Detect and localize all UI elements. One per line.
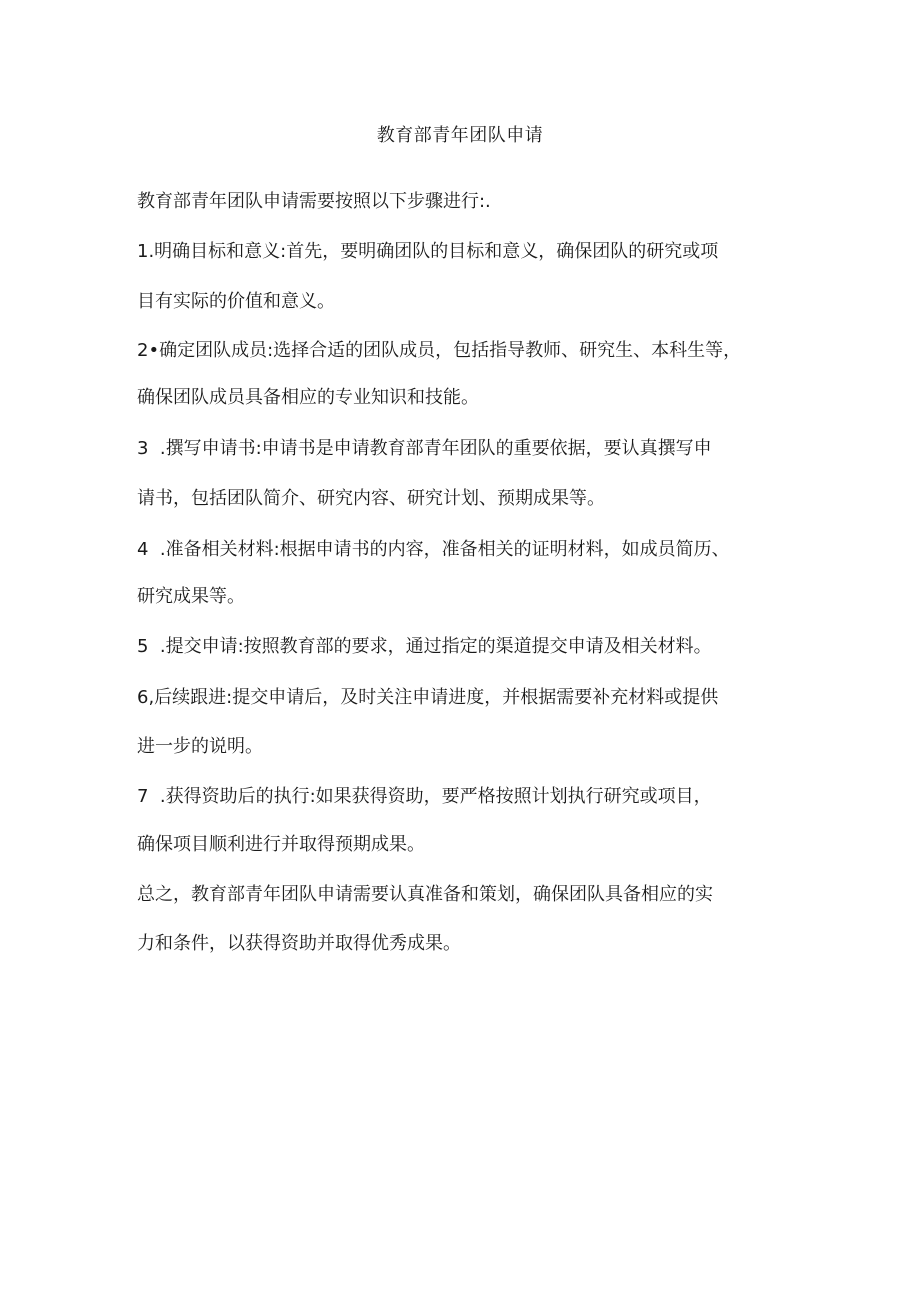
step-2-line-2: 确保团队成员具备相应的专业知识和技能。 xyxy=(137,387,479,408)
document-title: 教育部青年团队申请 xyxy=(376,125,544,146)
step-1-line-1: 1.明确目标和意义:首先，要明确团队的目标和意义，确保团队的研究或项 xyxy=(137,241,719,262)
step-7-line-2: 确保项目顺利进行并取得预期成果。 xyxy=(137,834,425,855)
step-7-line-1: 7 .获得资助后的执行:如果获得资助，要严格按照计划执行研究或项目， xyxy=(137,786,712,807)
step-2-line-1: 2•确定团队成员:选择合适的团队成员，包括指导教师、研究生、本科生等， xyxy=(137,340,742,361)
summary-line-2: 力和条件，以获得资助并取得优秀成果。 xyxy=(137,933,461,954)
step-4-line-1: 4 .准备相关材料:根据申请书的内容，准备相关的证明材料，如成员简历、 xyxy=(137,539,730,560)
step-3-line-1: 3 .撰写申请书:申请书是申请教育部青年团队的重要依据，要认真撰写申 xyxy=(137,438,712,459)
intro-line: 教育部青年团队申请需要按照以下步骤进行:. xyxy=(137,191,491,212)
step-6-line-2: 进一步的说明。 xyxy=(137,736,263,757)
step-3-line-2: 请书，包括团队简介、研究内容、研究计划、预期成果等。 xyxy=(137,488,605,509)
step-6-line-1: 6,后续跟进:提交申请后，及时关注申请进度，并根据需要补充材料或提供 xyxy=(137,687,719,708)
step-1-line-2: 目有实际的价值和意义。 xyxy=(137,291,335,312)
step-4-line-2: 研究成果等。 xyxy=(137,586,245,607)
summary-line-1: 总之，教育部青年团队申请需要认真准备和策划，确保团队具备相应的实 xyxy=(137,884,713,905)
step-5-line-1: 5 .提交申请:按照教育部的要求，通过指定的渠道提交申请及相关材料。 xyxy=(137,636,712,657)
